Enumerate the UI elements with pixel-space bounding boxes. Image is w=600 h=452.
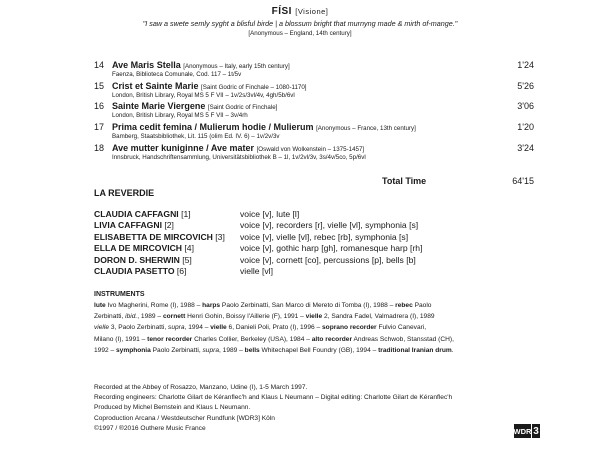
ensemble-name: LA REVERDIE bbox=[94, 188, 155, 198]
instruments-segment: rebec bbox=[395, 302, 413, 309]
instruments-segment: soprano recorder bbox=[322, 324, 377, 332]
instruments-segment: vielle bbox=[305, 313, 323, 321]
track-composer: [Anonymous – France, 13th century] bbox=[316, 125, 416, 132]
instruments-segment: Paolo Zerbinatti, San Marco di Mereto di Tomba (I), 1988 – bbox=[220, 302, 396, 309]
instruments-segment: 3, Paolo Zerbinatti, bbox=[109, 324, 169, 332]
performer-ref: [4] bbox=[184, 243, 194, 254]
performer-name-text: ELISABETTA DE MIRCOVICH bbox=[94, 231, 213, 242]
track-source: Innsbruck, Handschriftensammlung, Universitätsbibliothek B – 1l, 1v/2vl/3v, 3s/4v/5co, 5p/6vl bbox=[112, 154, 366, 161]
instruments-line bbox=[94, 334, 540, 345]
instruments-segment: 6, Danieli Poli, Prato (I), 1996 – bbox=[226, 324, 323, 332]
track-duration: 5'26 bbox=[517, 81, 534, 91]
instruments-line bbox=[94, 322, 540, 333]
track-title bbox=[112, 143, 364, 153]
instruments-segment: supra bbox=[168, 324, 185, 332]
performer-name-text: ELLA DE MIRCOVICH bbox=[94, 243, 183, 254]
track-title bbox=[112, 101, 277, 111]
performer-name-text: CLAUDIA PASETTO bbox=[94, 266, 175, 276]
instruments-segment: 2, Sandra Fadel, Valmadrera (I), 1989 bbox=[322, 313, 435, 321]
instruments-segment: harps bbox=[202, 302, 221, 309]
credit-line: ©1997 / ®2016 Outhere Music France bbox=[94, 424, 206, 432]
recording-credits bbox=[94, 383, 534, 434]
track-composer: [Anonymous – Italy, early 15th century] bbox=[183, 63, 290, 70]
track-number: 16 bbox=[94, 101, 105, 111]
instruments-segment: bells bbox=[244, 346, 260, 354]
performer-ref: [1] bbox=[181, 209, 191, 219]
instruments-segment: , 1994 – bbox=[184, 324, 211, 332]
instruments-segment: tenor recorder bbox=[147, 335, 193, 343]
performer-instruments: voice [v], recorders [r], vielle [vl], symphonia [s] bbox=[240, 220, 419, 231]
performer-name bbox=[94, 232, 225, 242]
instruments-line bbox=[94, 300, 540, 311]
total-time bbox=[382, 176, 534, 186]
track-title-text: Prima cedit femina / Mulierum hodie / Mulierum bbox=[112, 122, 314, 132]
wdr3-logo bbox=[514, 424, 540, 438]
instruments-segment: alto recorder bbox=[311, 335, 353, 343]
track-number: 15 bbox=[94, 81, 105, 91]
performer-name bbox=[94, 243, 194, 253]
section-title-text: FÍSI bbox=[271, 6, 292, 17]
track-duration: 3'24 bbox=[517, 143, 534, 153]
instruments-segment: traditional Iranian drum bbox=[378, 346, 452, 354]
performer-ref: [5] bbox=[182, 254, 192, 265]
epigraph-quote: "I saw a swete semly syght a blisful birde | a blossum bright that murnyng made & mirth of-mange." bbox=[142, 19, 458, 28]
instruments-segment: symphonia bbox=[116, 346, 151, 354]
track-number: 18 bbox=[94, 143, 105, 153]
total-time-value: 64'15 bbox=[512, 176, 534, 186]
credit-line: Recording engineers: Charlotte Gilart de Kéranflec'h and Klaus L Neumann – Digital editing: Charlotte Gilart de Kéranflec'h bbox=[94, 394, 453, 402]
instruments-segment: Paolo bbox=[412, 302, 432, 309]
instruments-segment: vielle bbox=[210, 324, 227, 332]
instruments-segment: lute bbox=[94, 302, 106, 309]
instruments-segment: 1992 – bbox=[94, 346, 116, 354]
instruments-segment: Charles Collier, Berkeley (USA), 1984 – bbox=[192, 335, 312, 343]
performer-instruments: voice [v], lute [l] bbox=[240, 209, 300, 219]
instruments-segment: Milano (I), 1991 – bbox=[94, 335, 148, 343]
track-title-text: Ave Maris Stella bbox=[112, 60, 181, 70]
instruments-heading: INSTRUMENTS bbox=[94, 291, 145, 298]
track-composer: [Saint Godric of Finchale] bbox=[207, 104, 278, 111]
instruments-segment: supra bbox=[202, 346, 219, 354]
performer-name bbox=[94, 266, 186, 276]
track-duration: 1'24 bbox=[517, 60, 534, 70]
instruments-segment: , 1989 – bbox=[219, 346, 245, 354]
performer-ref: [3] bbox=[215, 231, 225, 242]
instruments-segment: Andreas Schwob, Stansstad (CH), bbox=[352, 335, 454, 343]
performer-instruments: vielle [vl] bbox=[240, 266, 273, 276]
track-title bbox=[112, 60, 290, 70]
track-composer: [Saint Godric of Finchale – 1080-1170] bbox=[201, 84, 307, 91]
track-source: Faenza, Biblioteca Comunale, Cod. 117 – 1t/5v bbox=[112, 71, 242, 78]
instruments-segment: ibid. bbox=[125, 313, 138, 321]
performer-name bbox=[94, 255, 192, 265]
track-composer: [Oswald von Wolkenstein – 1375-1457] bbox=[256, 146, 365, 153]
performer-ref: [6] bbox=[176, 266, 187, 276]
performer-ref: [2] bbox=[164, 220, 174, 231]
track-source: London, British Library, Royal MS 5 F VII – 3v/4rh bbox=[112, 112, 248, 119]
epigraph-source: [Anonymous – England, 14th century] bbox=[248, 30, 352, 37]
instruments-segment: Henri Gohin, Boissy l'Aillerie (F), 1991 – bbox=[185, 313, 306, 321]
track-duration: 3'06 bbox=[517, 101, 534, 111]
track-title-text: Crist et Sainte Marie bbox=[112, 81, 199, 91]
track-number: 17 bbox=[94, 122, 105, 132]
credit-line: Produced by Michel Bernstein and Klaus L Neumann. bbox=[94, 404, 251, 412]
track-source: London, British Library, Royal MS 5 F VII – 1v/2s/3vl/4v, 4gh/5b/6vl bbox=[112, 92, 295, 99]
performer-name-text: LIVIA CAFFAGNI bbox=[94, 220, 162, 231]
track-title bbox=[112, 122, 416, 132]
instruments-segment: Zerbinatti, bbox=[94, 313, 126, 321]
credit-line: Recorded at the Abbey of Rosazzo, Manzano, Udine (I), 1-5 March 1997. bbox=[94, 384, 308, 391]
performer-name-text: DORON D. SHERWIN bbox=[94, 254, 180, 265]
instruments-segment: cornett bbox=[162, 313, 186, 321]
performer-name-text: CLAUDIA CAFFAGNI bbox=[94, 209, 179, 219]
instruments-segment: Paolo Zerbinatti, bbox=[150, 346, 203, 354]
instruments-line bbox=[94, 311, 540, 322]
wdr-logo-number: 3 bbox=[533, 425, 539, 437]
instruments-credits bbox=[94, 300, 540, 356]
performer-instruments: voice [v], cornett [co], percussions [p], bells [b] bbox=[240, 254, 416, 265]
track-title-text: Sainte Marie Viergene bbox=[112, 101, 206, 111]
wdr-logo-text: WDR bbox=[514, 424, 531, 438]
track-duration: 1'20 bbox=[517, 122, 534, 132]
instruments-segment: Ivo Magherini, Rome (I), 1988 – bbox=[105, 302, 203, 309]
instruments-line bbox=[94, 345, 540, 356]
section-title bbox=[0, 6, 600, 17]
performer-instruments: voice [v], vielle [vl], rebec [rb], symphonia [s] bbox=[240, 231, 409, 242]
performer-name bbox=[94, 220, 174, 230]
performer-instruments: voice [v], gothic harp [gh], romanesque harp [rh] bbox=[240, 243, 423, 254]
track-number: 14 bbox=[94, 60, 105, 70]
credit-line: Coproduction Arcana / Westdeutscher Rundfunk [WDR3] Köln bbox=[94, 414, 275, 422]
instruments-segment: , 1989 – bbox=[137, 313, 163, 321]
instruments-segment: . bbox=[451, 346, 454, 354]
total-time-label: Total Time bbox=[382, 176, 427, 186]
instruments-segment: Whitechapel Bell Foundry (GB), 1994 – bbox=[259, 346, 379, 354]
track-source: Bamberg, Staatsbibliothek, Lit. 115 (olim Ed. IV. 6) – 1v/2v/3v bbox=[112, 133, 280, 140]
instruments-segment: Fulvio Canevari, bbox=[376, 324, 427, 332]
instruments-segment: vielle bbox=[94, 324, 110, 332]
section-subtitle: [Visione] bbox=[295, 7, 329, 16]
track-title-text: Ave mutter kuniginne / Ave mater bbox=[112, 143, 255, 153]
performer-name bbox=[94, 209, 191, 219]
track-title bbox=[112, 81, 307, 91]
